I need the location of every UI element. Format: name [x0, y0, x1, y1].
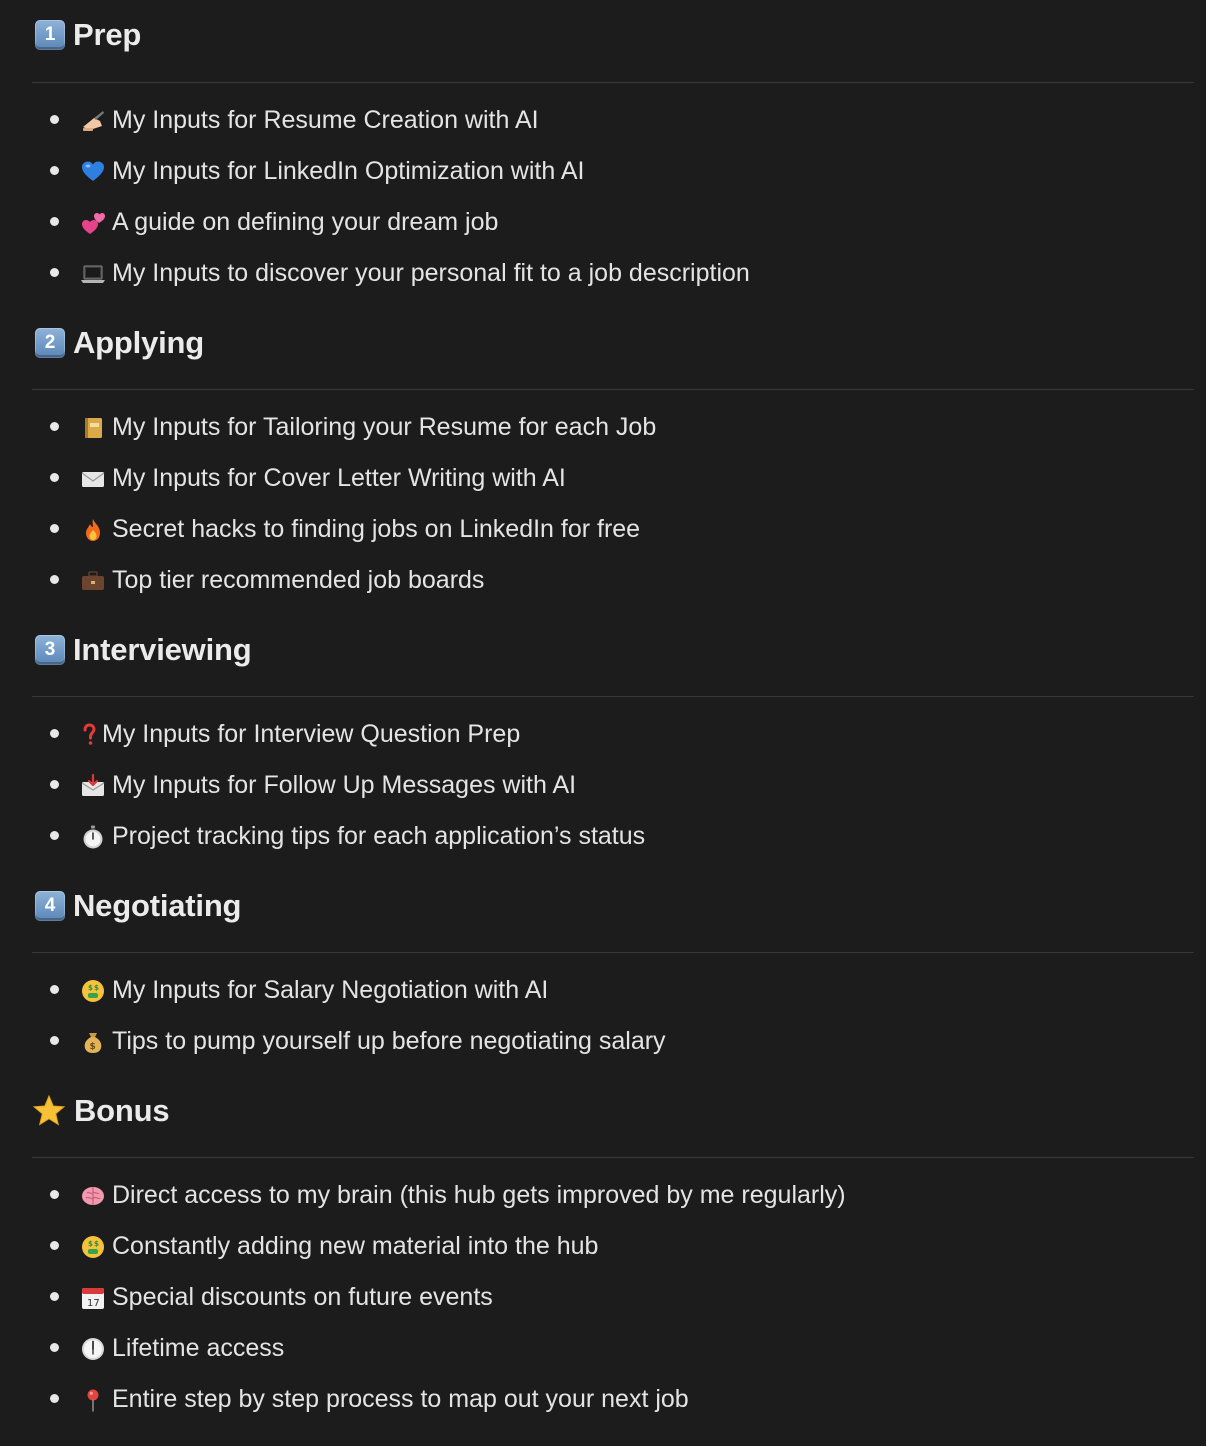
item-label: My Inputs to discover your personal fit to a job description — [112, 259, 750, 287]
bullet — [50, 575, 59, 584]
money-mouth-face-icon — [80, 978, 106, 1004]
list-item[interactable] — [32, 146, 1194, 197]
keycap-1-icon: 1 — [35, 20, 65, 50]
list-item[interactable] — [32, 1016, 1194, 1067]
stopwatch-icon — [80, 824, 106, 850]
item-label: My Inputs for Tailoring your Resume for each Job — [112, 413, 657, 441]
section-heading[interactable] — [32, 308, 1194, 390]
list-item[interactable] — [32, 197, 1194, 248]
item-label: My Inputs for Cover Letter Writing with AI — [112, 464, 566, 492]
bullet — [50, 1343, 59, 1352]
list-item[interactable] — [32, 402, 1194, 453]
item-label: Project tracking tips for each application’s status — [112, 822, 646, 850]
keycap-2-icon: 2 — [35, 328, 65, 358]
list-item[interactable] — [32, 811, 1194, 862]
section-title: Applying — [73, 324, 204, 360]
star-icon — [32, 1094, 66, 1128]
fire-icon — [80, 517, 106, 543]
round-pushpin-icon — [80, 1387, 106, 1413]
svg-text:$: $ — [88, 1239, 93, 1248]
bullet — [50, 1394, 59, 1403]
item-label: My Inputs for Resume Creation with AI — [112, 106, 539, 134]
list-item[interactable] — [32, 248, 1194, 299]
bullet — [50, 473, 59, 482]
list-item[interactable] — [32, 1374, 1194, 1425]
item-list — [32, 965, 1194, 1067]
item-label: My Inputs for Salary Negotiation with AI — [112, 976, 549, 1004]
item-label: Direct access to my brain (this hub gets improved by me regularly) — [112, 1181, 846, 1209]
calendar-icon — [80, 1285, 106, 1311]
question-mark-icon — [80, 722, 98, 748]
laptop-icon — [80, 261, 106, 287]
list-item[interactable] — [32, 1170, 1194, 1221]
item-label: Secret hacks to finding jobs on LinkedIn for free — [112, 515, 641, 543]
envelope-arrow-icon — [80, 773, 106, 799]
keycap-4-icon: 4 — [35, 891, 65, 921]
svg-text:$: $ — [94, 1239, 99, 1248]
section-heading[interactable] — [32, 615, 1194, 697]
section-title: Negotiating — [73, 887, 242, 923]
section-heading[interactable] — [32, 1076, 1194, 1158]
list-item[interactable] — [32, 95, 1194, 146]
item-label: Entire step by step process to map out your next job — [112, 1385, 689, 1413]
section-title: Prep — [73, 17, 142, 52]
money-bag-icon — [80, 1029, 106, 1055]
bullet — [50, 1241, 59, 1250]
list-item[interactable] — [32, 965, 1194, 1016]
item-label: Tips to pump yourself up before negotiating salary — [112, 1027, 666, 1055]
briefcase-icon — [80, 568, 106, 594]
svg-text:$: $ — [89, 1041, 96, 1052]
svg-text:$: $ — [88, 983, 93, 992]
item-list — [32, 95, 1194, 299]
item-label: My Inputs for Interview Question Prep — [102, 720, 521, 748]
svg-text:$: $ — [94, 983, 99, 992]
bullet — [50, 422, 59, 431]
item-label: A guide on defining your dream job — [112, 208, 499, 236]
bullet — [50, 1292, 59, 1301]
bullet — [50, 1190, 59, 1199]
writing-hand-icon — [80, 108, 106, 134]
section-heading[interactable] — [32, 871, 1194, 953]
bullet — [50, 1036, 59, 1045]
section-applying — [32, 308, 1194, 606]
section-title: Bonus — [74, 1092, 170, 1128]
blue-heart-icon — [80, 159, 106, 185]
item-label: Top tier recommended job boards — [112, 566, 485, 594]
item-list — [32, 402, 1194, 606]
envelope-icon — [80, 466, 106, 492]
item-label: Constantly adding new material into the hub — [112, 1232, 599, 1260]
list-item[interactable] — [32, 1221, 1194, 1272]
bullet — [50, 780, 59, 789]
list-item[interactable] — [32, 1272, 1194, 1323]
bullet — [50, 524, 59, 533]
section-bonus — [32, 1076, 1194, 1425]
item-list — [32, 1170, 1194, 1425]
two-hearts-icon — [80, 210, 106, 236]
section-heading[interactable] — [32, 0, 1194, 83]
bullet — [50, 268, 59, 277]
section-interviewing — [32, 615, 1194, 862]
list-item[interactable] — [32, 555, 1194, 606]
bullet — [50, 729, 59, 738]
item-label: My Inputs for LinkedIn Optimization with AI — [112, 157, 585, 185]
item-label: Special discounts on future events — [112, 1283, 493, 1311]
money-mouth-face-icon — [80, 1234, 106, 1260]
list-item[interactable] — [32, 504, 1194, 555]
bullet — [50, 115, 59, 124]
bullet — [50, 217, 59, 226]
section-title: Interviewing — [73, 631, 252, 667]
item-label: Lifetime access — [112, 1334, 285, 1362]
clock-icon — [80, 1336, 106, 1362]
svg-text:17: 17 — [87, 1297, 100, 1309]
keycap-3-icon: 3 — [35, 635, 65, 665]
bullet — [50, 166, 59, 175]
list-item[interactable] — [32, 760, 1194, 811]
list-item[interactable] — [32, 453, 1194, 504]
notebook-icon — [80, 415, 106, 441]
item-label: My Inputs for Follow Up Messages with AI — [112, 771, 577, 799]
list-item[interactable] — [32, 709, 1194, 760]
section-prep — [32, 0, 1194, 299]
bullet — [50, 831, 59, 840]
bullet — [50, 985, 59, 994]
section-negotiating — [32, 871, 1194, 1067]
item-list — [32, 709, 1194, 862]
list-item[interactable] — [32, 1323, 1194, 1374]
brain-icon — [80, 1183, 106, 1209]
